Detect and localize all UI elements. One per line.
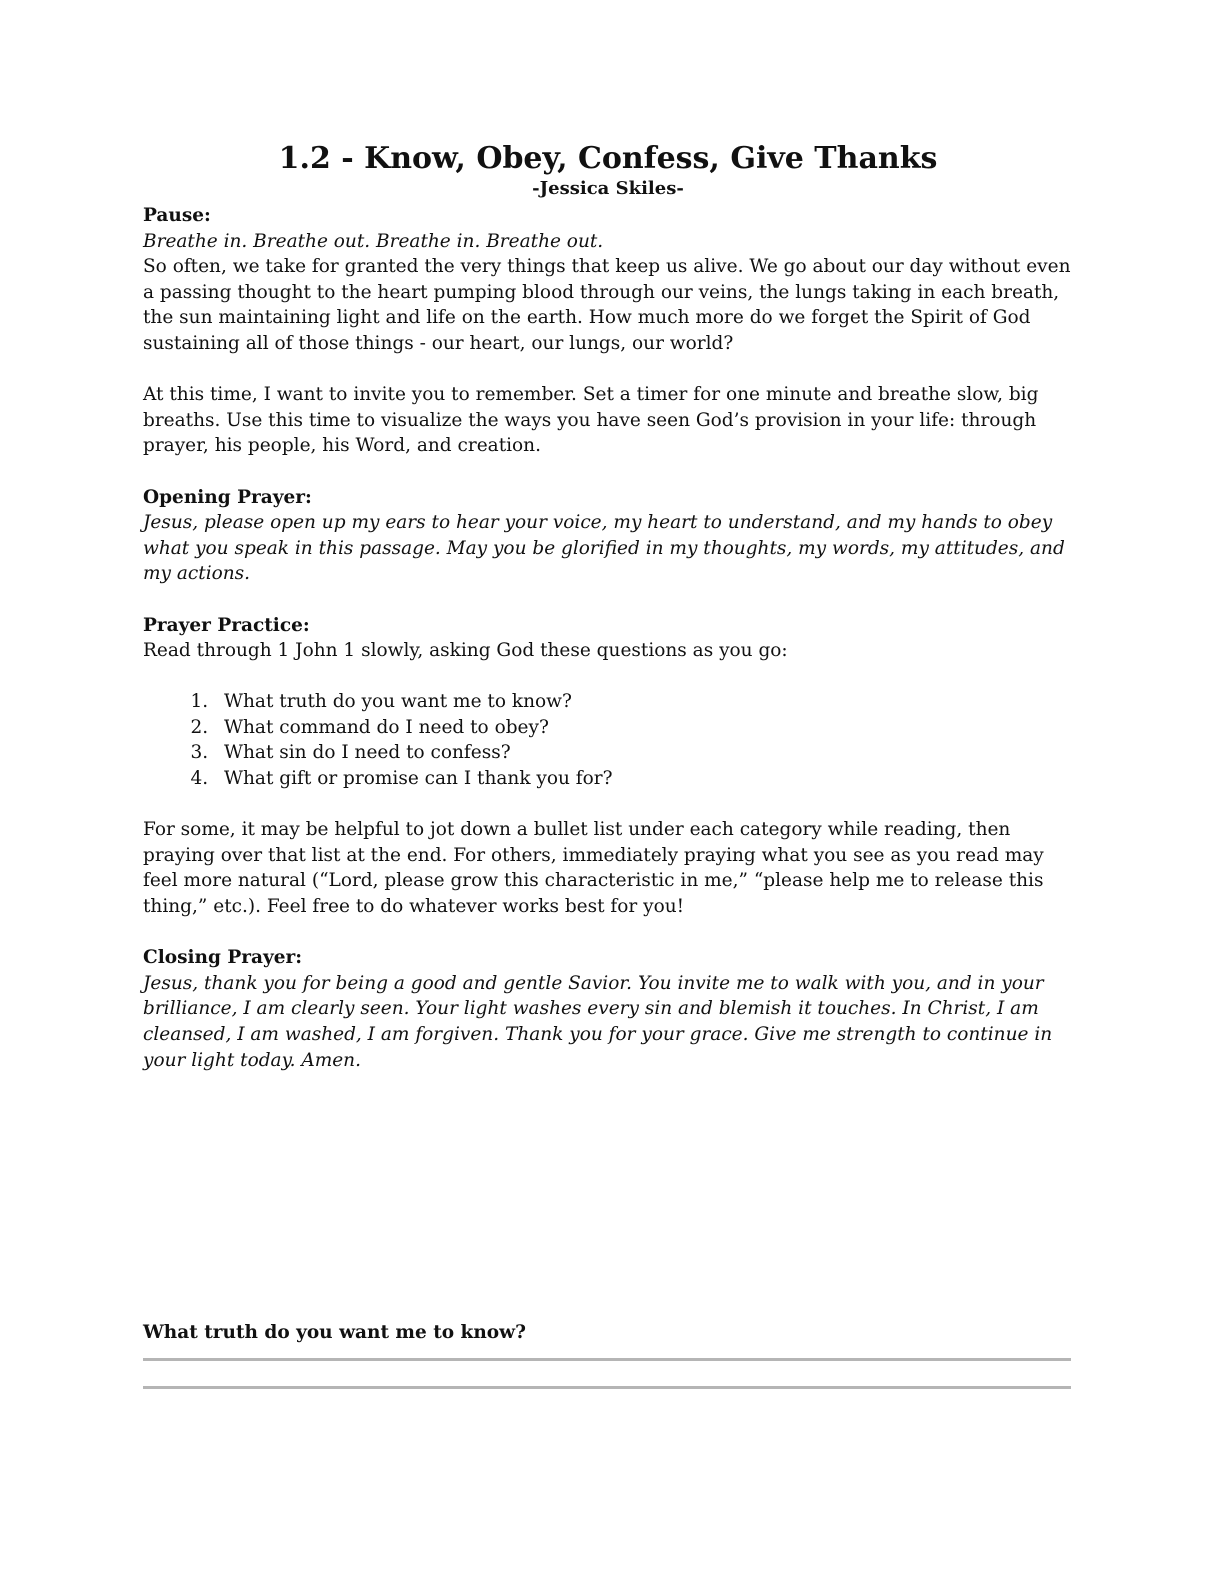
prayer-practice-section [143,613,1073,920]
closing-prayer-section [143,945,1073,1073]
answer-line[interactable] [143,1386,1071,1389]
prayer-practice-guidance: For some, it may be helpful to jot down a bullet list under each category while reading, then praying over that list at the end. For others, immediately praying what you see as you read may feel more natural (“Lord, please grow this characteristic in me,” “please help me to release this thing,” etc.). Feel free to do whatever works best for you! [143,819,1044,918]
page-title: 1.2 - Know, Obey, Confess, Give Thanks [278,141,938,176]
closing-prayer-heading: Closing Prayer: [143,947,303,969]
spacer [143,664,1073,690]
spacer [143,792,1073,818]
spacer [143,920,1073,946]
pause-paragraph-2: At this time, I want to invite you to remember. Set a timer for one minute and breathe slow, big breaths. Use this time to visualize the ways you have seen God’s provision in your life: through prayer, his people, his Word, and creation. [143,384,1039,457]
document-body [143,140,1073,1073]
opening-prayer-heading: Opening Prayer: [143,486,312,508]
pause-paragraph-1: So often, we take for granted the very things that keep us alive. We go about our day without even a passing thought to the heart pumping blood through our veins, the lungs taking in each breath, the sun maintaining light and life on the earth. How much more do we forget the Spirit of God sustaining all of those things - our heart, our lungs, our world? [143,256,1071,354]
opening-prayer-section [143,485,1073,587]
pause-heading: Pause: [143,205,211,226]
list-item: 4. What gift or promise can I thank you for? [214,766,1073,792]
spacer [143,587,1073,613]
prayer-practice-intro: Read through 1 John 1 slowly, asking God these questions as you go: [143,640,788,662]
worksheet-section [143,1320,1071,1389]
question-list [143,689,1073,791]
author-byline: -Jessica Skiles- [532,178,684,199]
pause-section [143,203,1073,459]
worksheet-question-heading: What truth do you want me to know? [143,1322,526,1343]
opening-prayer-text: Jesus, please open up my ears to hear your voice, my heart to understand, and my hands to obey what you speak in this passage. May you be glorified in my thoughts, my words, my attitudes, and my actions. [143,512,1065,585]
list-item: 1. What truth do you want me to know? [214,689,1073,715]
answer-line[interactable] [143,1358,1071,1361]
spacer [143,357,1073,383]
closing-prayer-text: Jesus, thank you for being a good and gentle Savior. You invite me to walk with you, and in your brilliance, I am clearly seen. Your light washes every sin and blemish it touches. In Christ, I am cleansed, I am washed, I am forgiven. Thank you for your grace. Give me strength to continue in your light today. Amen. [143,972,1053,1071]
list-item: 2. What command do I need to obey? [214,715,1073,741]
prayer-practice-heading: Prayer Practice: [143,614,310,636]
spacer [143,459,1073,485]
list-item: 3. What sin do I need to confess? [214,740,1073,766]
breath-instruction: Breathe in. Breathe out. Breathe in. Breathe out. [143,230,604,252]
